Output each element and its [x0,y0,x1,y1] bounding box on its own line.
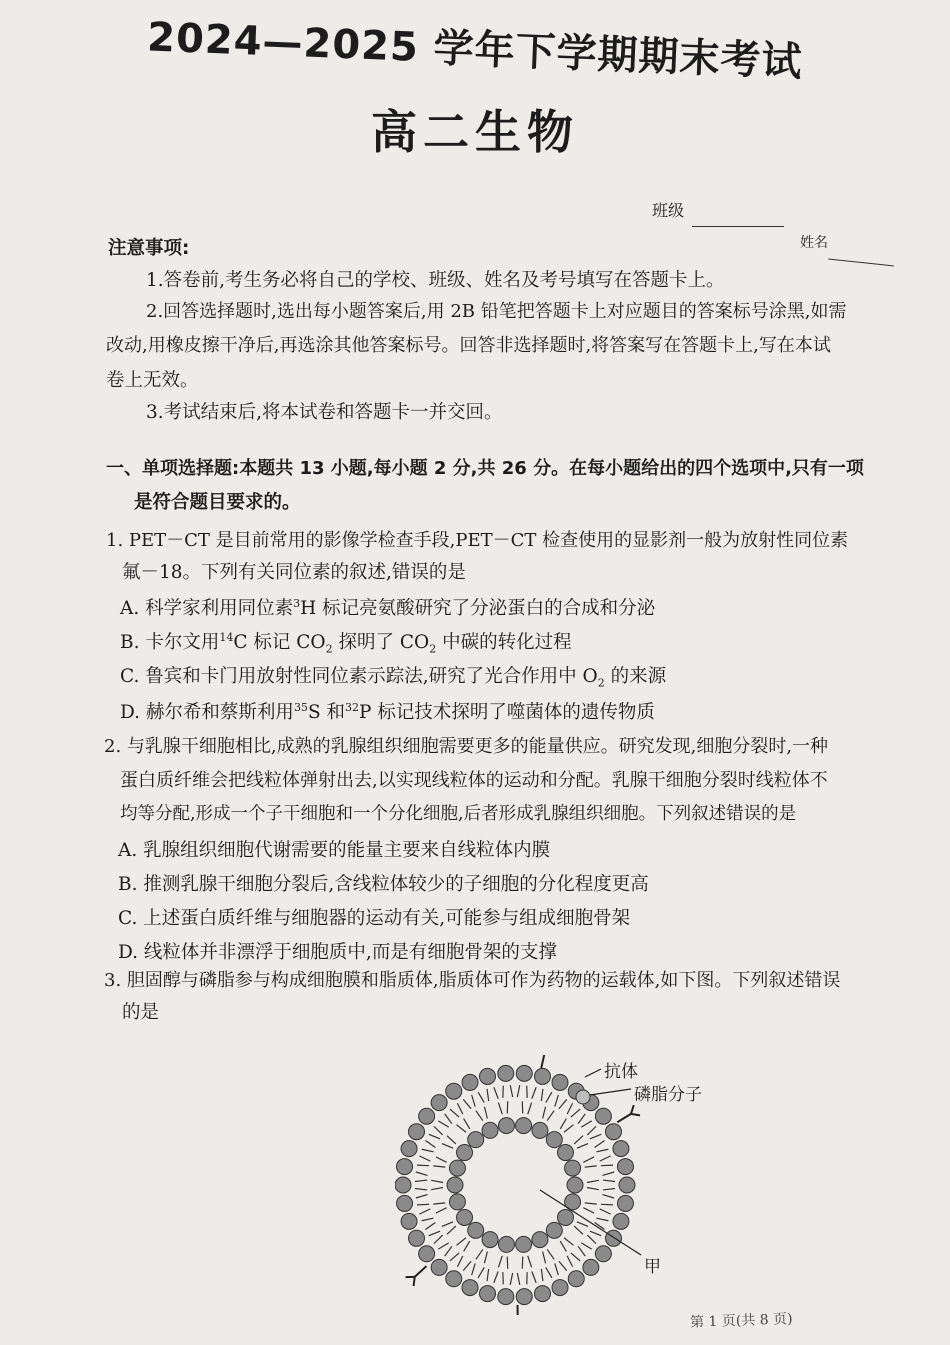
section-1-heading: 一、单项选择题:本题共 13 小题,每小题 2 分,共 26 分。在每小题给出的四个选项中,只有一项 [106,458,864,479]
phospholipid-tail [602,1172,614,1175]
outer-phospholipid-head [568,1271,584,1287]
outer-phospholipid-head [419,1108,435,1124]
phospholipid-tail [571,1253,580,1261]
inner-phospholipid-head [482,1122,498,1138]
inner-phospholipid-head [516,1236,532,1252]
inner-phospholipid-head [516,1118,532,1134]
q2-option-c: C. 上述蛋白质纤维与细胞器的运动有关,可能参与组成细胞骨架 [118,908,631,929]
q2-option-d: D. 线粒体并非漂浮于细胞质中,而是有细胞骨架的支撑 [118,942,557,963]
phospholipid-tail [543,1107,546,1119]
phospholipid-tail [464,1241,470,1251]
phospholipid-tail [484,1252,487,1264]
phospholipid-tail [571,1109,580,1117]
inner-phospholipid-head [447,1177,463,1193]
q3-stem-line-1: 3. 胆固醇与磷脂参与构成细胞膜和脂质体,脂质体可作为药物的运载体,如下图。下列叙述错误 [104,970,841,991]
phospholipid-tail [431,1180,443,1182]
outer-phospholipid-head [534,1068,550,1084]
phospholipid-tail [438,1243,448,1249]
phospholipid-tail [574,1136,583,1144]
inner-phospholipid-head [449,1194,465,1210]
phospholipid-tail [547,1111,554,1121]
inner-phospholipid-head [532,1122,548,1138]
phospholipid-tail [442,1222,453,1227]
phospholipid-tail [559,1261,567,1270]
phospholipid-tail [436,1208,447,1213]
phospholipid-tail [447,1136,456,1144]
phospholipid-tail [457,1256,462,1267]
phospholipid-tail [422,1218,434,1221]
phospholipid-tail [436,1157,447,1162]
phospholipid-tail [555,1263,559,1275]
page-footer: 第 1 页(共 8 页) [689,1311,793,1331]
outer-phospholipid-head [401,1141,417,1157]
phospholipid-tail [597,1218,609,1221]
outer-phospholipid-head [498,1289,514,1305]
phospholipid-tail [517,1085,519,1097]
phospholipid-tail [567,1256,572,1267]
outer-phospholipid-head [619,1177,635,1193]
outer-phospholipid-head [462,1074,478,1090]
inner-phospholipid-head [557,1209,573,1225]
phospholipid-leader-line [590,1089,631,1095]
phospholipid-tail [498,1256,502,1267]
phospholipid-tail [555,1095,559,1107]
phospholipid-tail [585,1203,597,1204]
phospholipid-tail [574,1226,583,1234]
phospholipid-tail [445,1114,452,1124]
inner-phospholipid-head [468,1132,484,1148]
phospholipid-tail [583,1157,594,1162]
outer-phospholipid-head [408,1124,424,1140]
phospholipid-tail [595,1141,605,1148]
q1-stem-line-2: 氟－18。下列有关同位素的叙述,错误的是 [122,562,466,583]
phospholipid-tail [457,1125,466,1133]
phospholipid-tail [415,1180,427,1181]
outer-phospholipid-head [480,1068,496,1084]
phospholipid-tail [429,1231,440,1235]
phospholipid-tail [450,1109,459,1117]
phospholipid-tail [484,1107,487,1119]
phospholipid-tail [528,1256,532,1267]
outer-phospholipid-head [583,1259,599,1275]
phospholipid-tail [431,1188,443,1190]
phospholipid-tail [564,1125,573,1133]
phospholipid-tail [560,1119,566,1129]
phospholipid-tail [498,1103,502,1114]
outer-phospholipid-head [613,1141,629,1157]
q2-option-a: A. 乳腺组织细胞代谢需要的能量主要来自线粒体内膜 [118,840,551,861]
phospholipid-tail [590,1231,601,1235]
exam-title: 2024—2025 学年下学期期末考试 [146,14,804,86]
outer-phospholipid-head [552,1074,568,1090]
inner-phospholipid-head [532,1232,548,1248]
phospholipid-tail [602,1195,614,1198]
highlighted-phospholipid [576,1090,590,1104]
phospholipid-tail [577,1144,588,1149]
phospholipid-tail [494,1271,498,1282]
phospholipid-tail [578,1246,585,1256]
q3-stem-line-2: 的是 [122,1002,160,1023]
phospholipid-tail [528,1103,532,1114]
outer-phospholipid-head [395,1177,411,1193]
phospholipid-tail [543,1252,546,1264]
outer-phospholipid-head [397,1159,413,1175]
phospholipid-tail [415,1188,427,1189]
phospholipid-tail [476,1249,483,1259]
phospholipid-tail [546,1092,552,1102]
phospholipid-tail [541,1269,543,1281]
phospholipid-tail [433,1166,445,1167]
notice-item-3: 3.考试结束后,将本试卷和答题卡一并交回。 [146,402,503,423]
inner-phospholipid-head [482,1232,498,1248]
q1-option-d: D. 赫尔希和蔡斯利用$^{35}$S 和$^{32}$P 标记技术探明了噬菌体的遗传物质 [120,700,655,723]
outer-phospholipid-head [617,1195,633,1211]
phospholipid-tail [463,1261,471,1270]
inner-phospholipid-head [567,1177,583,1193]
phospholipid-tail [581,1243,591,1249]
q1-stem-line-1: 1. PET－CT 是目前常用的影像学检查手段,PET－CT 检查使用的显影剂一般为放射性同位素 [106,530,849,551]
phospholipid-tail [601,1204,613,1205]
phospholipid-tail [417,1204,429,1205]
phospholipid-tail [560,1241,566,1251]
phospholipid-tail [478,1267,484,1277]
outer-phospholipid-head [446,1271,462,1287]
notice-heading: 注意事项: [108,238,190,259]
antibody-stem [617,1114,631,1122]
inner-phospholipid-head [457,1145,473,1161]
notice-item-2-line-2: 改动,用橡皮擦干净后,再选涂其他答案标号。回答非选择题时,将答案写在答题卡上,写在本试 [106,335,831,356]
phospholipid-tail [434,1126,443,1135]
outer-phospholipid-head [617,1159,633,1175]
phospholipid-tail [587,1235,596,1244]
phospholipid-tail [577,1222,588,1227]
phospholipid-tail [547,1249,554,1259]
notice-item-1: 1.答卷前,考生务必将自己的学校、班级、姓名及考号填写在答题卡上。 [146,270,725,291]
outer-phospholipid-head [397,1195,413,1211]
class-blank [692,226,784,227]
inner-phospholipid-head [546,1222,562,1238]
phospholipid-tail [601,1165,613,1166]
outer-phospholipid-head [595,1246,611,1262]
phospholipid-tail [585,1166,597,1167]
inner-phospholipid-head [457,1209,473,1225]
phospholipid-tail [445,1246,452,1256]
phospholipid-tail [438,1121,448,1127]
phospholipid-tail [510,1273,512,1285]
phospholipid-tail [541,1089,543,1101]
outer-phospholipid-head [516,1289,532,1305]
inner-phospholipid-head [546,1132,562,1148]
phospholipid-tail [416,1195,428,1198]
phospholipid-tail [587,1180,599,1182]
phospholipid-tail [517,1273,519,1285]
phospholipid-tail [487,1269,489,1281]
outer-phospholipid-head [606,1230,622,1246]
outer-phospholipid-head [534,1286,550,1302]
phospholipid-tail [472,1095,476,1107]
phospholipid-tail [434,1235,443,1244]
inner-phospholipid-head [468,1222,484,1238]
q1-option-c: C. 鲁宾和卡门用放射性同位素示踪法,研究了光合作用中 $O_2$ 的来源 [120,666,667,690]
phospholipid-tail [457,1103,462,1114]
inner-phospholipid-head [498,1236,514,1252]
phospholipid-tail [425,1141,435,1148]
phospholipid-tail [429,1134,440,1138]
label-phospholipid: 磷脂分子 [634,1085,702,1105]
exam-subject: 高二生物 [371,105,579,159]
outer-phospholipid-head [552,1280,568,1296]
phospholipid-tail [419,1209,430,1214]
label-antibody: 抗体 [604,1062,638,1082]
phospholipid-tail [603,1188,615,1189]
phospholipid-tail [597,1149,609,1152]
phospholipid-tail [422,1149,434,1152]
phospholipid-tail [476,1111,483,1121]
phospholipid-tail [417,1165,429,1166]
antibody-stem [541,1055,545,1068]
q2-stem-line-2: 蛋白质纤维会把线粒体弹射出去,以实现线粒体的运动和分配。乳腺干细胞分裂时线粒体不 [120,770,828,791]
phospholipid-tail [487,1089,489,1101]
phospholipid-tail [578,1114,585,1124]
phospholipid-tail [447,1226,456,1234]
antibody-stem [415,1266,427,1277]
outer-phospholipid-head [419,1246,435,1262]
name-label: 姓名 [800,235,828,251]
phospholipid-tail [433,1203,445,1204]
phospholipid-tail [510,1085,512,1097]
phospholipid-tail [600,1156,611,1161]
phospholipid-tail [587,1188,599,1190]
antibody-arm [414,1277,415,1286]
q2-stem-line-3: 均等分配,形成一个子干细胞和一个分化细胞,后者形成乳腺组织细胞。下列叙述错误的是 [120,804,797,824]
notice-item-2-line-1: 2.回答选择题时,选出每小题答案后,用 2B 铅笔把答题卡上对应题目的答案标号涂黑,如需 [146,301,847,322]
inner-phospholipid-head [449,1160,465,1176]
inner-phospholipid-head [565,1160,581,1176]
section-1-heading-cont: 是符合题目要求的。 [134,492,301,513]
name-blank [828,259,894,267]
phospholipid-tail [581,1121,591,1127]
outer-phospholipid-head [462,1280,478,1296]
inner-phospholipid-head [498,1118,514,1134]
notice-item-2-line-3: 卷上无效。 [106,370,199,391]
antibody-arm [631,1114,640,1115]
q2-stem-line-1: 2. 与乳腺干细胞相比,成熟的乳腺组织细胞需要更多的能量供应。研究发现,细胞分裂时,一种 [104,736,829,757]
phospholipid-tail [450,1253,459,1261]
q1-option-b: B. 卡尔文用$^{14}$C 标记 $CO_2$ 探明了 $CO_2$ 中碳的转化过程 [120,630,572,656]
phospholipid-tail [532,1087,536,1098]
phospholipid-tail [419,1156,430,1161]
label-jia: 甲 [644,1257,661,1277]
outer-phospholipid-head [446,1083,462,1099]
outer-phospholipid-head [516,1065,532,1081]
phospholipid-tail [559,1099,567,1108]
phospholipid-tail [567,1103,572,1114]
phospholipid-tail [590,1134,601,1138]
phospholipid-tail [494,1087,498,1098]
phospholipid-tail [463,1099,471,1108]
outer-phospholipid-head [498,1065,514,1081]
phospholipid-tail [546,1267,552,1277]
inner-phospholipid-head [557,1145,573,1161]
q1-option-a: A. 科学家利用同位素$^3$H 标记亮氨酸研究了分泌蛋白的合成和分泌 [120,596,656,619]
phospholipid-tail [442,1144,453,1149]
outer-phospholipid-head [408,1230,424,1246]
outer-phospholipid-head [595,1108,611,1124]
outer-phospholipid-head [613,1213,629,1229]
phospholipid-tail [587,1126,596,1135]
phospholipid-tail [425,1222,435,1229]
phospholipid-tail [416,1172,428,1175]
outer-phospholipid-head [431,1095,447,1111]
phospholipid-tail [564,1238,573,1246]
phospholipid-tail [472,1263,476,1275]
class-label: 班级 [652,201,685,220]
phospholipid-tail [478,1092,484,1102]
outer-phospholipid-head [401,1213,417,1229]
outer-phospholipid-head [431,1259,447,1275]
phospholipid-tail [603,1180,615,1181]
phospholipid-tail [464,1119,470,1129]
phospholipid-tail [457,1238,466,1246]
outer-phospholipid-head [606,1124,622,1140]
outer-phospholipid-head [480,1286,496,1302]
q2-option-b: B. 推测乳腺干细胞分裂后,含线粒体较少的子细胞的分化程度更高 [118,874,649,895]
phospholipid-tail [583,1208,594,1213]
phospholipid-tail [532,1271,536,1282]
antibody-arm [631,1105,634,1114]
antibody-leader-line [585,1069,601,1077]
phospholipid-tail [600,1209,611,1214]
